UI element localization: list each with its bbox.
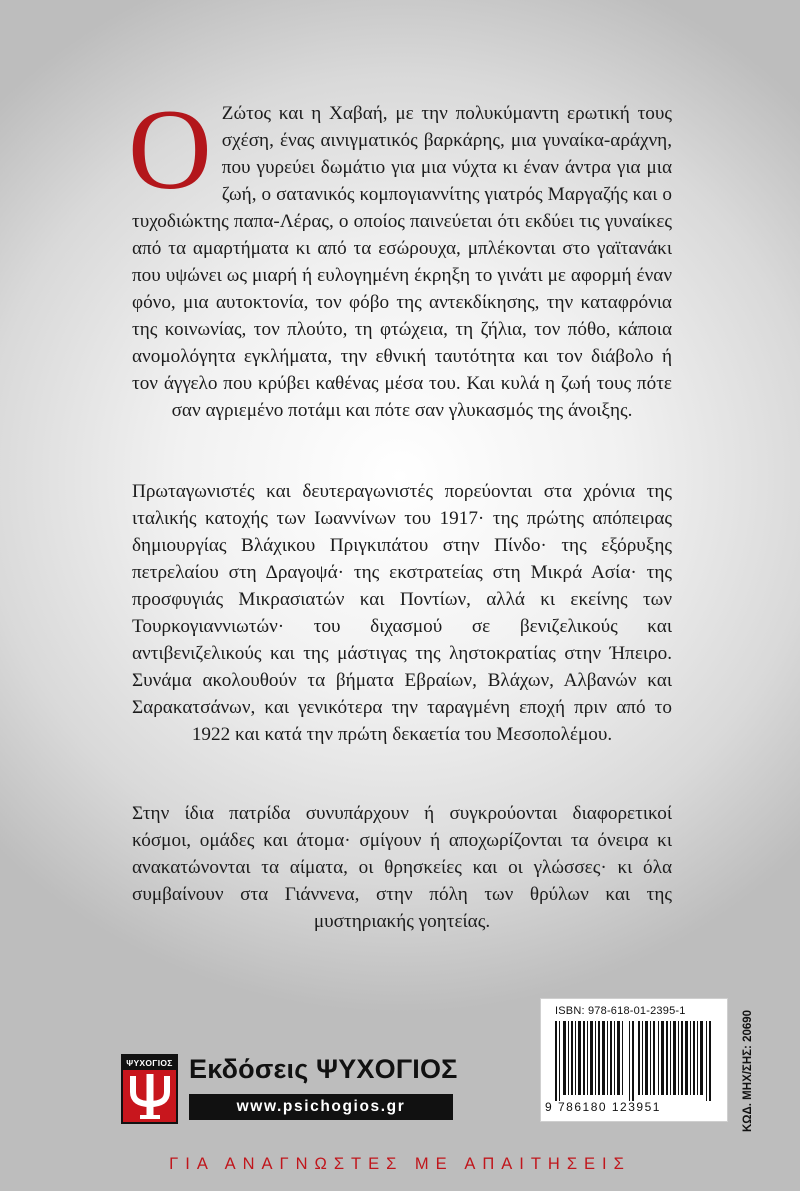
publisher-url: www.psichogios.gr <box>236 1098 406 1115</box>
paragraph-1-text: Ζώτος και η Χαβαή, με την πολυκύμαντη ερωτική τους σχέση, ένας αινιγματικός βαρκάρης, μια γυναίκα-αράχνη, που γυρεύει δωμάτιο για μια νύχτα κι έναν άντρα για μια ζωή, ο σατανικός κομπογιαννίτης γιατρός Μαργαζής και ο τυχοδιώκτης παπα-Λέρας, ο οποίος παινεύεται ότι εκδύει τις γυναίκες από τα αμαρτήματα κι από τα εσώρουχα, μπλέκονται στο γαϊτανάκι που υψώνει ως μιαρή ή ευλογημένη έκρηξη το γινάτι με αφορμή έναν φόνο, μια αυτοκτονία, τον φόβο της αντεκδίκησης, την καταφρόνια της κοινωνίας, τον πλούτο, τη φτώχεια, τη ζήλια, τον πόθο, κάποια ανομολόγητα εγκλήματα, την εθνική ταυτότητα και τον διάβολο ή τον άγγελο που κρύβει καθένας μέσα του. Και κυλά η ζωή τους πότε σαν αγριεμένο ποτάμι και πότε σαν γλυκασμός της άνοιξης. <box>132 103 672 421</box>
logo-mark-label: ΨΥΧΟΓΙΟΣ <box>123 1056 176 1070</box>
drop-cap: Ο <box>128 86 212 214</box>
isbn-label: ISBN: 978-618-01-2395-1 <box>555 1005 686 1017</box>
synopsis-paragraph-1 <box>128 86 672 424</box>
tagline: ΓΙΑ ΑΝΑΓΝΩΣΤΕΣ ΜΕ ΑΠΑΙΤΗΣΕΙΣ <box>169 1155 631 1173</box>
publisher-logo-mark <box>121 1054 178 1124</box>
barcode-digits: 9 786180 123951 <box>545 1100 661 1114</box>
product-code: ΚΩΔ. ΜΗΧ/ΣΗΣ: 20690 <box>742 1009 754 1132</box>
publisher-url-box <box>189 1094 453 1120</box>
synopsis-paragraph-3 <box>132 800 672 935</box>
barcode-box <box>540 998 728 1122</box>
synopsis-paragraph-2 <box>132 478 672 748</box>
psi-icon <box>129 1072 171 1120</box>
paragraph-3-text: Στην ίδια πατρίδα συνυπάρχουν ή συγκρούονται διαφορετικοί κόσμοι, ομάδες και άτομα· σμίγουν ή αποχωρίζονται τα όνειρα κι ανακατώνονται τα αίματα, οι θρησκείες και οι γλώσσες· κι όλα συμβαίνουν στα Γιάννενα, στην πόλη των θρύλων και της μυστηριακής γοητείας. <box>132 803 672 932</box>
publisher-logo <box>121 1054 458 1144</box>
publisher-name: Εκδόσεις ΨΥΧΟΓΙΟΣ <box>189 1054 458 1084</box>
paragraph-2-text: Πρωταγωνιστές και δευτεραγωνιστές πορεύονται στα χρόνια της ιταλικής κατοχής των Ιωαννίνων του 1917· της πρώτης απόπειρας δημιουργίας Βλάχικου Πριγκιπάτου στην Πίνδο· της εξόρυξης πετρελαίου στη Δραγοψά· της εκστρατείας στη Μικρά Ασία· της προσφυγιάς Μικρασιατών και Ποντίων, αλλά κι εκείνης των Τουρκογιαννιωτών· του διχασμού σε βενιζελικούς και αντιβενιζελικούς και της μάστιγας της ληστοκρατίας στην Ήπειρο. Συνάμα ακολουθούν τα βήματα Εβραίων, Βλάχων, Αλβανών και Σαρακατσάνων, και γενικότερα την ταραγμένη εποχή πριν από το 1922 και κατά την πρώτη δεκαετία του Μεσοπολέμου. <box>132 481 672 745</box>
barcode-icon <box>555 1021 713 1101</box>
